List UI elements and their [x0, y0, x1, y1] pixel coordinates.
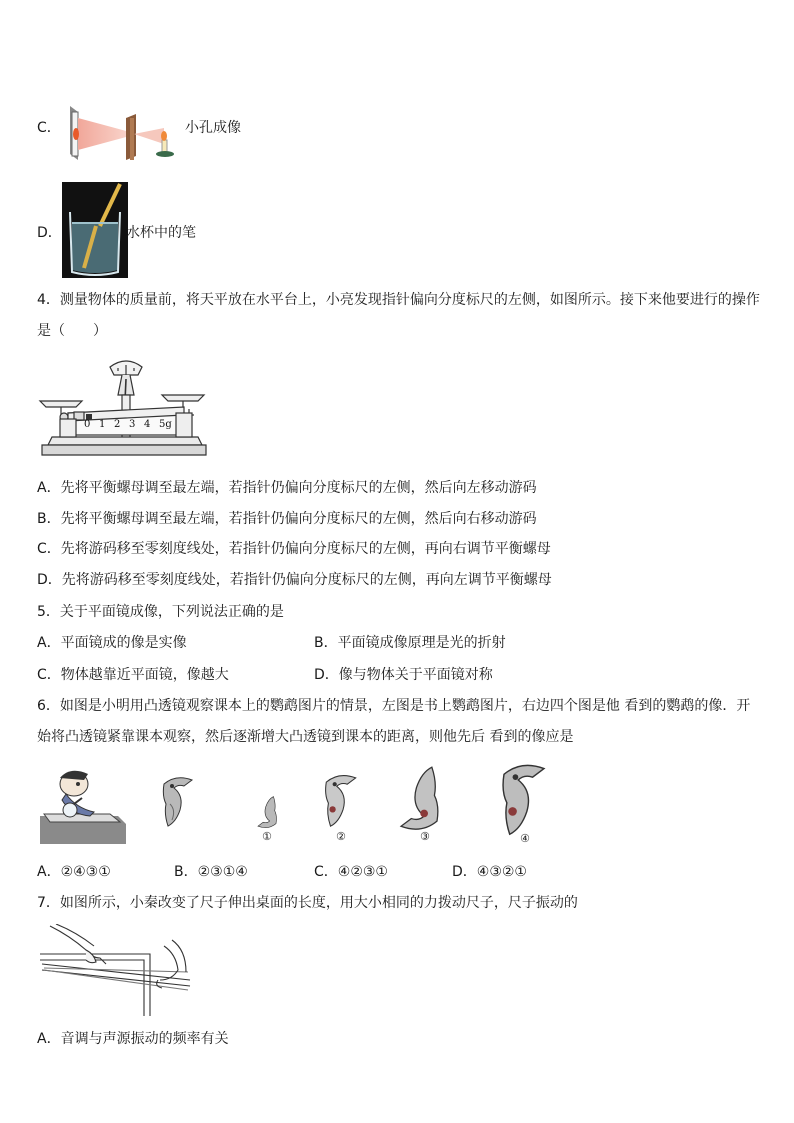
q3-option-c-letter: C．: [37, 120, 61, 136]
scale-tick-4: 4: [144, 419, 151, 430]
scale-tick-2: 2: [114, 419, 121, 430]
q6-stem-line1: 6．如图是小明用凸透镜观察课本上的鹦鹉图片的情景，左图是书上鹦鹉图片，右边四个图是他 看到的鹦鹉的像．开: [37, 698, 751, 714]
q6-option-d[interactable]: D．④③②①: [452, 864, 527, 880]
q7-stem: 7．如图所示，小秦改变了尺子伸出桌面的长度，用大小相同的力拨动尺子，尺子振动的: [37, 895, 578, 911]
scale-tick-5g: 5g: [159, 419, 172, 430]
parrot-original: [158, 774, 198, 830]
balance-figure: [38, 355, 208, 461]
q5-option-a[interactable]: A．平面镜成的像是实像: [37, 635, 187, 651]
ruler-vibration-figure: [40, 924, 192, 1016]
q5-option-b[interactable]: B．平面镜成像原理是光的折射: [314, 635, 506, 651]
q5-stem: 5．关于平面镜成像，下列说法正确的是: [37, 604, 284, 620]
q6-option-a[interactable]: A．②④③①: [37, 864, 111, 880]
scale-tick-3: 3: [129, 419, 136, 430]
q6-option-c[interactable]: C．④②③①: [314, 864, 388, 880]
parrot-image-1: [254, 794, 280, 830]
figure-label-4: ④: [520, 832, 530, 845]
q4-option-d[interactable]: D．先将游码移至零刻度线处，若指针仍偏向分度标尺的左侧，再向左调节平衡螺母: [37, 572, 552, 588]
pen-in-glass-figure: [62, 182, 128, 278]
parrot-image-3: [392, 762, 446, 834]
pinhole-figure: [64, 104, 180, 162]
q5-option-c[interactable]: C．物体越靠近平面镜，像越大: [37, 667, 229, 683]
parrot-image-4: [492, 760, 556, 840]
q3-option-d-letter: D．: [37, 225, 62, 241]
q4-option-a[interactable]: A．先将平衡螺母调至最左端，若指针仍偏向分度标尺的左侧，然后向左移动游码: [37, 480, 537, 496]
q6-option-b[interactable]: B．②③①④: [174, 864, 248, 880]
q4-stem-line1: 4．测量物体的质量前，将天平放在水平台上，小亮发现指针偏向分度标尺的左侧，如图所示。接下来他要进行的操作: [37, 292, 760, 308]
q5-option-d[interactable]: D．像与物体关于平面镜对称: [314, 667, 493, 683]
q6-stem-line2: 始将凸透镜紧靠课本观察，然后逐渐增大凸透镜到课本的距离，则他先后 看到的像应是: [37, 729, 574, 745]
q4-stem-line2: 是（ ）: [37, 323, 107, 339]
scale-tick-0: 0: [84, 419, 91, 430]
parrot-image-2: [320, 770, 362, 832]
scale-tick-1: 1: [99, 419, 106, 430]
q4-option-b[interactable]: B．先将平衡螺母调至最左端，若指针仍偏向分度标尺的左侧，然后向右移动游码: [37, 511, 537, 527]
figure-label-2: ②: [336, 830, 346, 843]
q3-option-d-caption: 水杯中的笔: [126, 225, 196, 241]
q7-option-a[interactable]: A．音调与声源振动的频率有关: [37, 1031, 229, 1047]
figure-label-1: ①: [262, 830, 272, 843]
figure-label-3: ③: [420, 830, 430, 843]
q3-option-c-caption: 小孔成像: [185, 120, 241, 136]
parrot-figure: [40, 760, 560, 852]
q4-option-c[interactable]: C．先将游码移至零刻度线处，若指针仍偏向分度标尺的左侧，再向右调节平衡螺母: [37, 541, 551, 557]
